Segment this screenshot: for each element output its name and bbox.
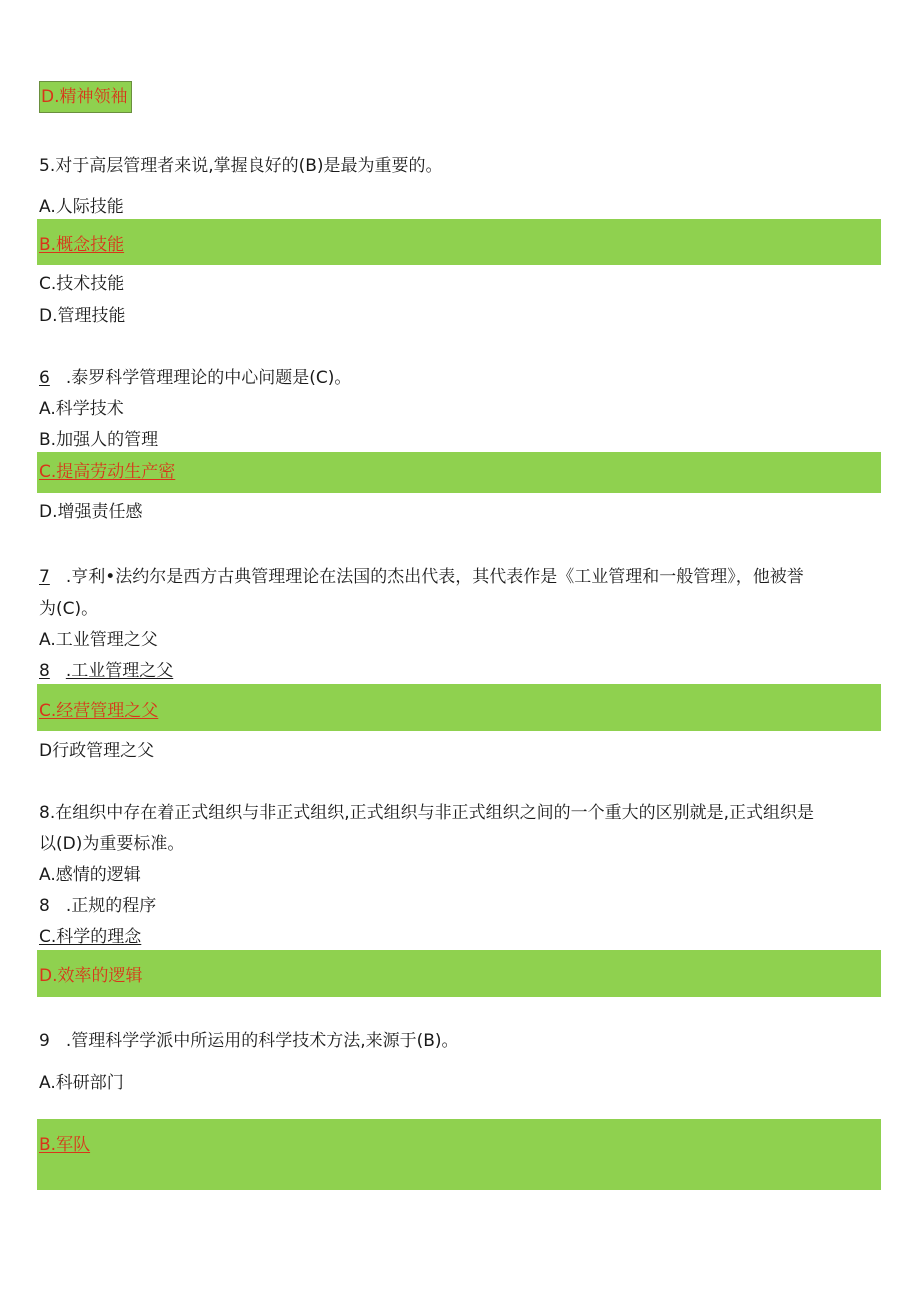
q7-option-d: D行政管理之父 <box>39 741 155 761</box>
q7-stem-line2: 为(C)。 <box>39 599 99 619</box>
q6-number: 6 <box>39 368 50 388</box>
q8-option-c: C.科学的理念 <box>39 927 142 947</box>
q7-stem-line1 <box>39 565 804 589</box>
q7-option-b <box>39 659 173 683</box>
q9-answer-highlight <box>37 1119 881 1190</box>
q6-option-d: D.增强责任感 <box>39 502 143 522</box>
q4-answer-d: D.精神领袖 <box>41 87 128 107</box>
q7-number: 7 <box>39 567 50 587</box>
q6-option-c: C.提高劳动生产密 <box>39 462 176 482</box>
q7-option-c: C.经营管理之父 <box>39 701 159 721</box>
q7-stem: .亨利•法约尔是西方古典管理理论在法国的杰出代表，其代表作是《工业管理和一般管理》，他被誉 <box>65 567 804 587</box>
q6-option-b: B.加强人的管理 <box>39 430 159 450</box>
q8-option-b-text: .正规的程序 <box>65 896 157 916</box>
q5-option-b: B.概念技能 <box>39 235 125 255</box>
q6-option-a: A.科学技术 <box>39 399 124 419</box>
q5-option-c: C.技术技能 <box>39 274 125 294</box>
q8-option-b-number: 8 <box>39 896 50 916</box>
q8-option-d: D.效率的逻辑 <box>39 966 143 986</box>
q8-option-a: A.感情的逻辑 <box>39 865 141 885</box>
q8-option-b <box>39 894 156 918</box>
q7-answer-highlight <box>37 684 881 731</box>
q6-stem-line <box>39 366 351 390</box>
q5-option-a: A.人际技能 <box>39 197 124 217</box>
q9-stem-line <box>39 1029 459 1053</box>
q9-option-a: A.科研部门 <box>39 1073 124 1093</box>
q5-answer-highlight <box>37 219 881 265</box>
q5-stem: 5.对于高层管理者来说,掌握良好的(B)是最为重要的。 <box>39 156 443 176</box>
q9-stem: .管理科学学派中所运用的科学技术方法,来源于(B)。 <box>65 1031 459 1051</box>
q9-number: 9 <box>39 1031 50 1051</box>
q5-option-d: D.管理技能 <box>39 306 126 326</box>
q7-option-a: A.工业管理之父 <box>39 630 158 650</box>
q8-stem-line2: 以(D)为重要标准。 <box>39 834 185 854</box>
q7-option-b-text: .工业管理之父 <box>65 661 174 681</box>
q9-option-b: B.军队 <box>39 1135 91 1155</box>
q8-answer-highlight <box>37 950 881 997</box>
q8-stem-line1: 8.在组织中存在着正式组织与非正式组织,正式组织与非正式组织之间的一个重大的区别就是,正式组织是 <box>39 803 815 823</box>
q7-option-b-number: 8 <box>39 661 50 681</box>
q6-stem: .泰罗科学管理理论的中心问题是(C)。 <box>65 368 352 388</box>
